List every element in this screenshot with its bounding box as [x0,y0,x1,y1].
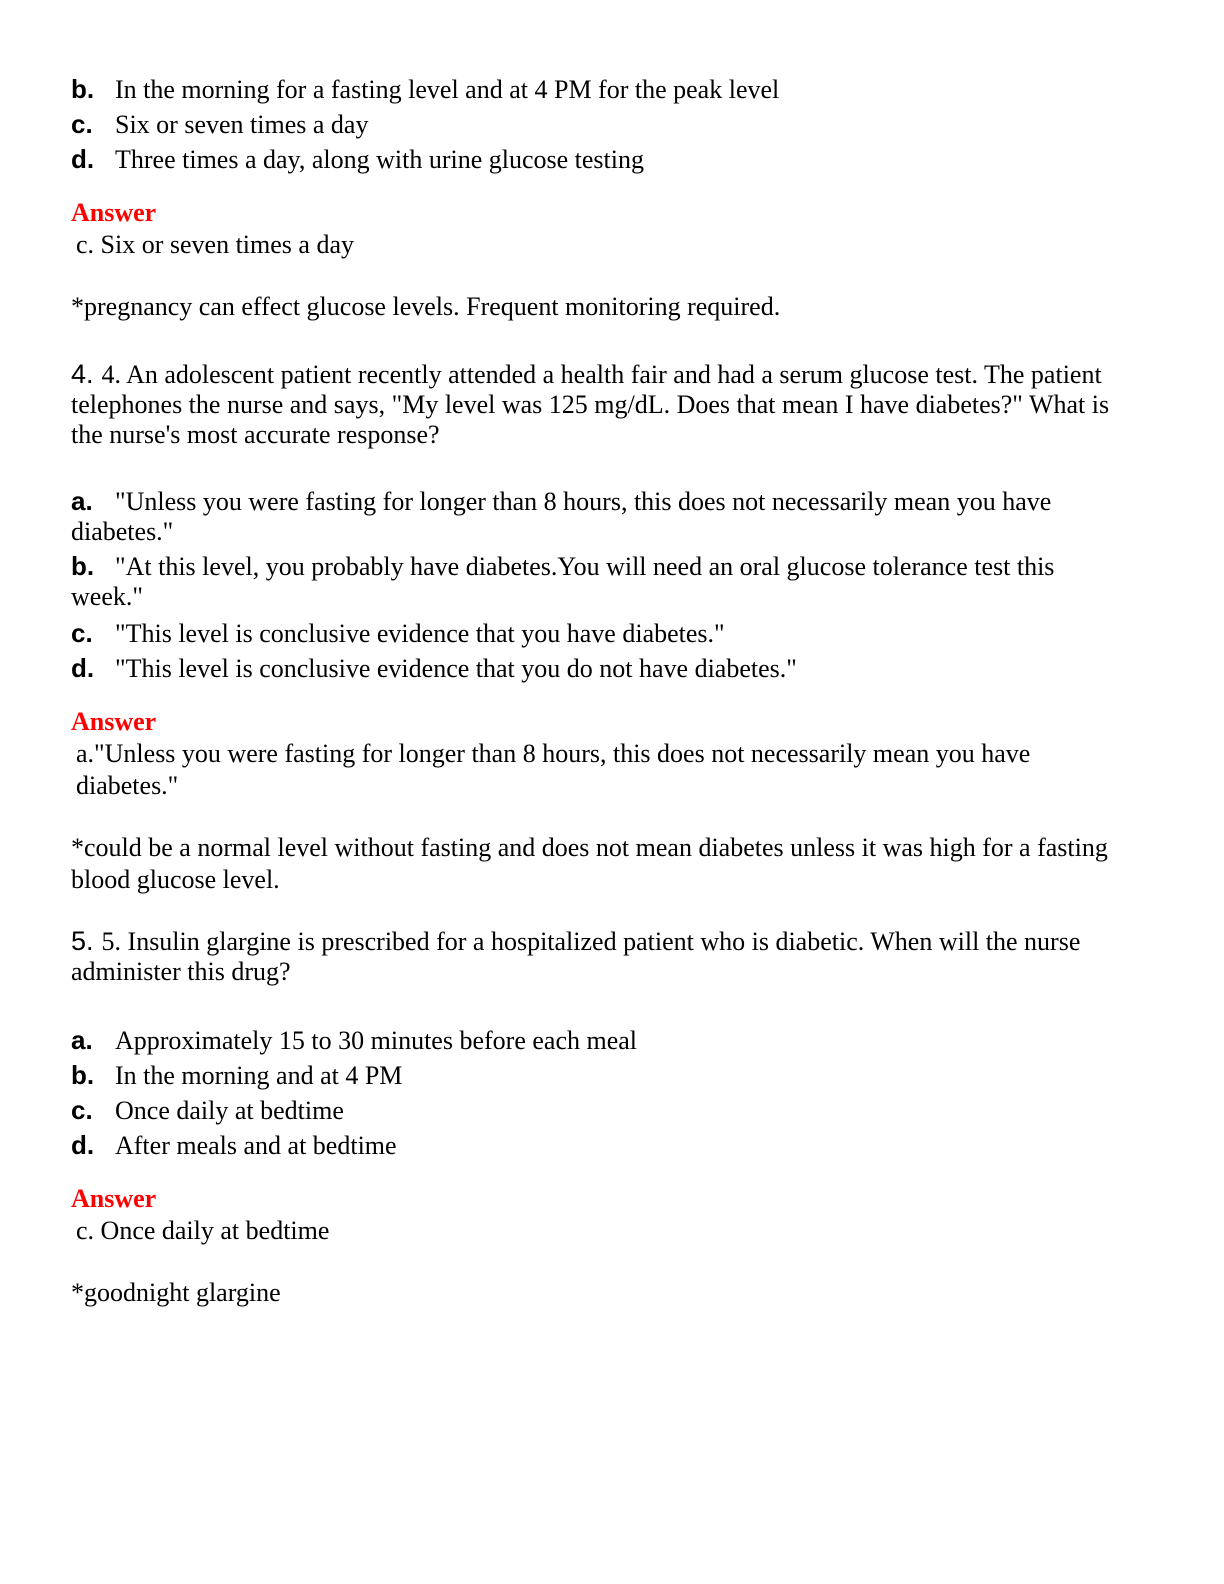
option-b [71,551,1131,612]
option-letter: d. [71,653,95,683]
option-letter: b. [71,1060,95,1090]
answer-label: Answer [71,1184,157,1213]
question-5 [71,926,1131,987]
option-text: "This level is conclusive evidence that you have diabetes." [115,619,725,648]
answer-text: c. Once daily at bedtime [76,1216,330,1245]
option-letter: c. [71,1095,93,1125]
option-text: Approximately 15 to 30 minutes before each meal [115,1026,638,1055]
question-number: 4. [71,359,94,389]
option-d [71,1128,1131,1163]
option-text: In the morning and at 4 PM [115,1061,403,1090]
option-letter: d. [71,1130,95,1160]
option-text: "At this level, you probably have diabetes.You will need an oral glucose tolerance test this week." [71,552,1055,611]
option-letter: b. [71,551,95,581]
option-text: After meals and at bedtime [115,1131,397,1160]
option-d [71,651,1131,686]
question-text: 5. Insulin glargine is prescribed for a hospitalized patient who is diabetic. When will the nurse administer this drug? [71,927,1081,986]
option-text: Three times a day, along with urine glucose testing [115,145,645,174]
answer-text: a."Unless you were fasting for longer than 8 hours, this does not necessarily mean you have diabetes." [76,739,1031,800]
option-a [71,486,1131,547]
option-d [71,142,1131,177]
option-text: Once daily at bedtime [115,1096,344,1125]
option-c [71,107,1131,142]
option-letter: a. [71,1025,93,1055]
option-b [71,72,1131,107]
option-text: "This level is conclusive evidence that you do not have diabetes." [115,654,797,683]
option-letter: c. [71,109,93,139]
option-letter: a. [71,486,93,516]
option-text: "Unless you were fasting for longer than 8 hours, this does not necessarily mean you have diabetes." [71,487,1052,546]
option-text: In the morning for a fasting level and at 4 PM for the peak level [115,75,780,104]
question-text: 4. An adolescent patient recently attended a health fair and had a serum glucose test. The patient telephones the nurse and says, "My level was 125 mg/dL. Does that mean I have diabetes?" What is the nurse's most accurate response? [71,360,1110,449]
answer-note: *could be a normal level without fasting and does not mean diabetes unless it was high for a fasting blood glucose level. [71,833,1108,894]
document-page [71,72,1131,1309]
option-c [71,616,1131,651]
question-number: 5. [71,926,94,956]
option-letter: d. [71,144,95,174]
option-a [71,1023,1131,1058]
answer-note: *pregnancy can effect glucose levels. Frequent monitoring required. [71,292,781,321]
answer-label: Answer [71,707,157,736]
q5-options [71,1023,1131,1163]
question-4 [71,359,1131,450]
answer-label: Answer [71,198,157,227]
answer-note: *goodnight glargine [71,1278,281,1307]
answer-text: c. Six or seven times a day [76,230,354,259]
q4-options [71,486,1131,686]
option-text: Six or seven times a day [115,110,369,139]
option-b [71,1058,1131,1093]
q3-options [71,72,1131,177]
option-letter: c. [71,618,93,648]
option-c [71,1093,1131,1128]
option-letter: b. [71,74,95,104]
